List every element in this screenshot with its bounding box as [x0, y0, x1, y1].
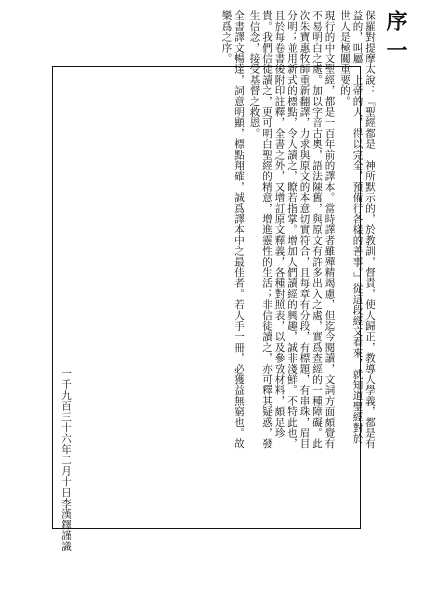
preface-body — [220, 10, 412, 450]
paragraph-2: 現行的中文聖經，都是一百年前的譯本。當時譯者雖殫精竭慮，但迄今閱讀，文詞方面頗覺有不易明白之處。加以字音古奧，語法陳舊，與原文有許多出入之處，實爲查經的一種障礙。此次朱寶惠牧師重新翻譯，力求與原文的本意切實符合，且每章有分段，有標題，有串珠，眉目分明；並用新式的標點，令人讀之，瞭若指掌。增加人們讀經的興趣，誠非淺鮮。不特此也，且於每卷書後附印註釋，全書之外，又增訂原文釋義，各種對照表，以及參攷材料，頗足珍貴。我們信徒讀之，更可明白聖經的精意，增進靈性的生活；非信徒讀之，亦可釋其疑惑，發生信念，接受基督之救恩。 — [248, 10, 336, 449]
paragraph-3: 全書譯文暢達，詞意明顯，標點翔確，誠爲譯本中之最佳者。若人手一冊，必獲益無窮也。故樂爲之序。 — [220, 10, 245, 449]
date-signature: 一千九百三十六年二月十日李漢鐸謹識 — [60, 368, 72, 552]
preface-title: 序一 — [384, 10, 409, 68]
paragraph-1: 保羅對提摩太說：『聖經都是 神所默示的，於教訓，督責，使人歸正，教導人學義，都是有益的，叫屬 上帝的人，得以完全，預備行各樣的善事。』從這段經文看來，就知道聖經對於世人是極關重要的。 — [339, 10, 376, 449]
